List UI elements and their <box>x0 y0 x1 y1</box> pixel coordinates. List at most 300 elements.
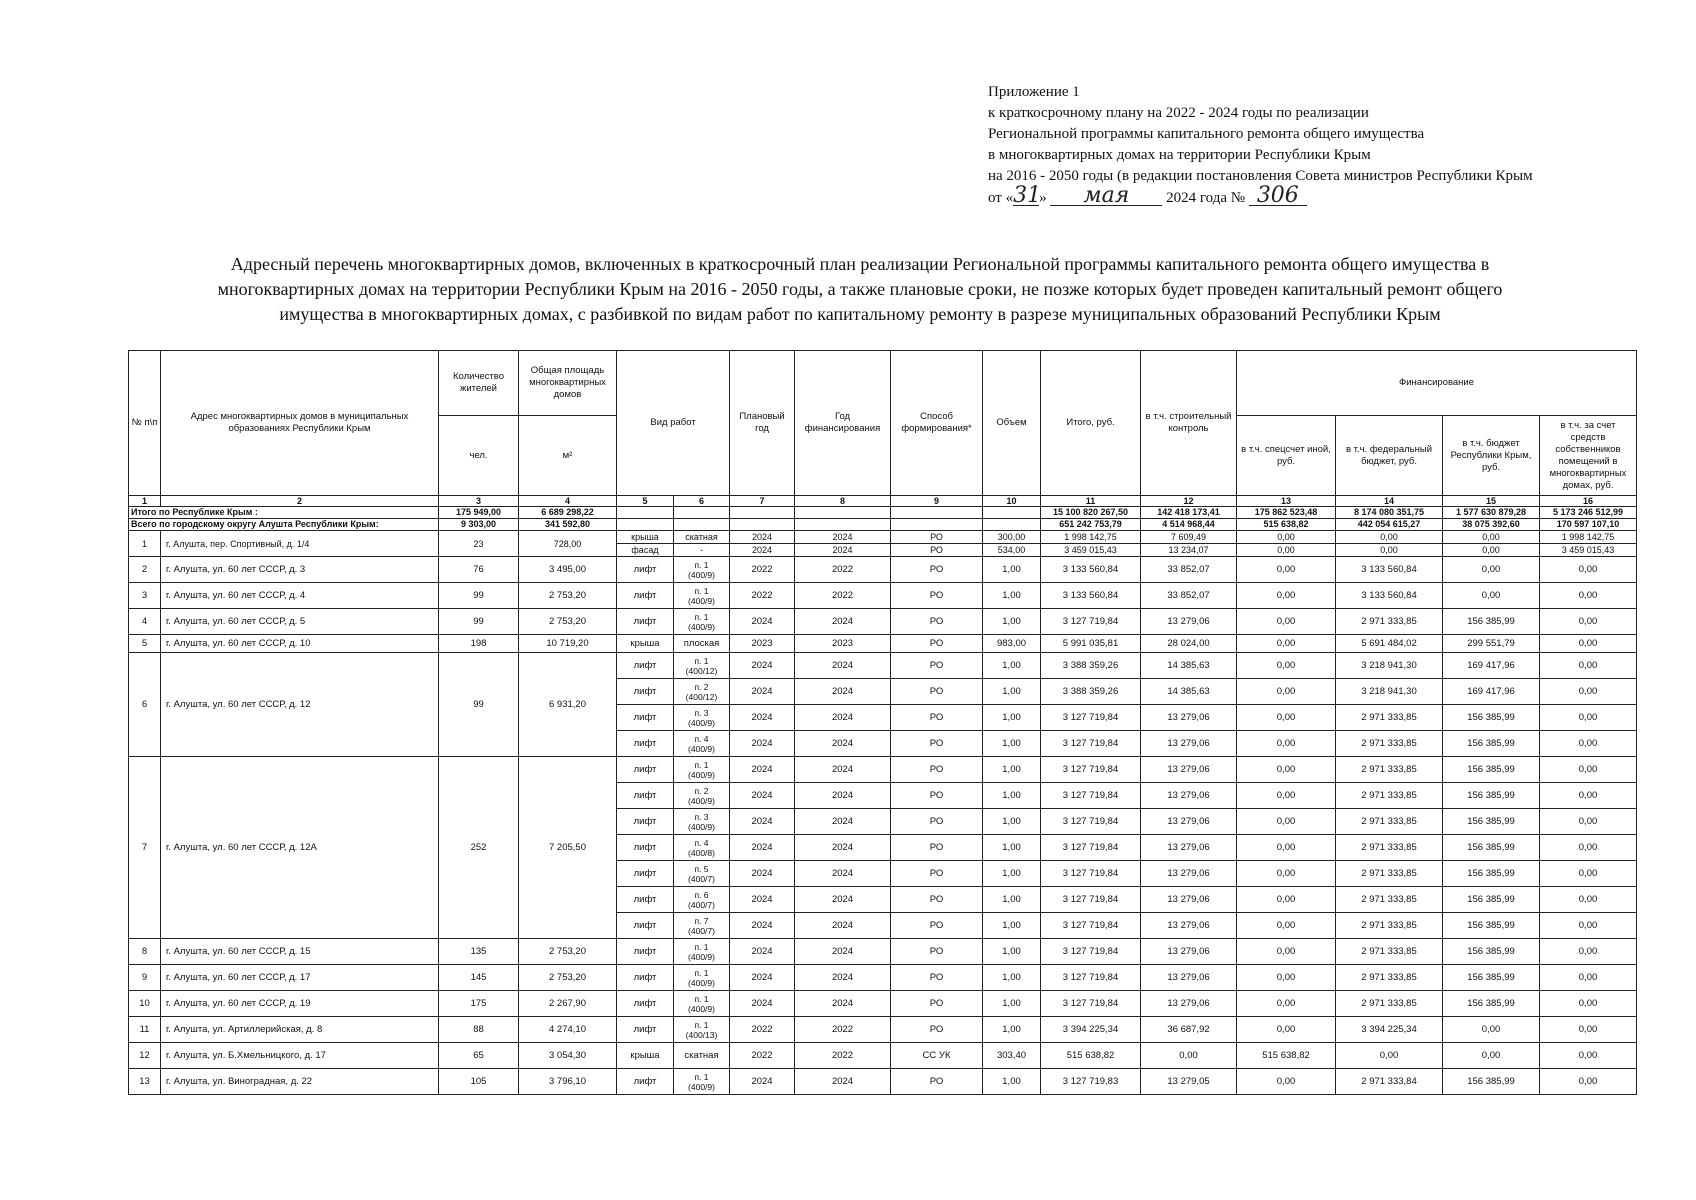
row-budget: 156 385,99 <box>1443 809 1540 835</box>
row-work-detail <box>674 679 730 705</box>
table-row <box>129 1017 1637 1043</box>
row-volume: 1,00 <box>983 705 1041 731</box>
row-control: 13 279,06 <box>1141 913 1237 939</box>
row-volume: 1,00 <box>983 679 1041 705</box>
row-total: 3 127 719,84 <box>1041 609 1141 635</box>
row-method: РО <box>891 557 983 583</box>
table-row <box>129 653 1637 679</box>
header-plan-year: Плановый год <box>730 351 795 496</box>
row-total: 515 638,82 <box>1041 1043 1141 1069</box>
row-fin-year: 2022 <box>795 583 891 609</box>
row-residents: 88 <box>439 1017 519 1043</box>
row-federal: 2 971 333,85 <box>1336 731 1443 757</box>
row-num: 13 <box>129 1069 161 1095</box>
row-fin-year: 2022 <box>795 1017 891 1043</box>
table-row <box>129 531 1637 544</box>
col-number: 5 <box>617 496 674 507</box>
appendix-line: к краткосрочному плану на 2022 - 2024 годы по реализации <box>988 105 1369 121</box>
row-total: 3 127 719,84 <box>1041 887 1141 913</box>
row-work-detail <box>674 809 730 835</box>
title-line: многоквартирных домах на территории Республики Крым на 2016 - 2050 годы, а также плановые сроки, не позже которых будет проведен капитальный ремонт общего <box>217 279 1503 299</box>
row-work-detail <box>674 1017 730 1043</box>
row-work-detail: плоская <box>674 635 730 653</box>
row-owners: 0,00 <box>1540 861 1637 887</box>
row-fin-year: 2024 <box>795 939 891 965</box>
row-volume: 1,00 <box>983 835 1041 861</box>
row-special: 0,00 <box>1237 991 1336 1017</box>
houses-2-4 <box>129 557 1637 635</box>
work-item: п. 1 <box>694 585 709 596</box>
row-owners: 3 459 015,43 <box>1540 544 1637 557</box>
work-item-spec: (400/9) <box>688 821 715 832</box>
row-work-detail <box>674 783 730 809</box>
row-area: 7 205,50 <box>519 757 617 939</box>
row-fin-year: 2024 <box>795 705 891 731</box>
row-special: 0,00 <box>1237 531 1336 544</box>
date-month-handwritten: мая <box>1050 187 1162 206</box>
row-special: 0,00 <box>1237 757 1336 783</box>
header-fin-budget: в т.ч. бюджет Республики Крым, руб. <box>1443 416 1540 496</box>
title-line: имущества в многоквартирных домах, с разбивкой по видам работ по капитальному ремонту в разрезе муниципальных образований Республики Крым <box>279 304 1441 324</box>
houses-8-11 <box>129 939 1637 1043</box>
work-item-spec: (400/9) <box>688 569 715 580</box>
col-number: 8 <box>795 496 891 507</box>
row-control: 13 279,05 <box>1141 1069 1237 1095</box>
row-volume: 1,00 <box>983 757 1041 783</box>
row-work-detail <box>674 731 730 757</box>
row-num: 12 <box>129 1043 161 1069</box>
row-budget: 0,00 <box>1443 1017 1540 1043</box>
row-control: 13 279,06 <box>1141 609 1237 635</box>
appendix-line: Региональной программы капитального ремонта общего имущества <box>988 126 1425 142</box>
row-control: 0,00 <box>1141 1043 1237 1069</box>
work-item-spec: (400/7) <box>688 873 715 884</box>
row-method: СС УК <box>891 1043 983 1069</box>
row-special: 0,00 <box>1237 609 1336 635</box>
row-method: РО <box>891 913 983 939</box>
doc-number-handwritten: 306 <box>1249 187 1307 206</box>
total-owners: 5 173 246 512,99 <box>1540 507 1637 519</box>
row-method: РО <box>891 783 983 809</box>
header-control: в т.ч. строительный контроль <box>1141 351 1237 496</box>
row-special: 0,00 <box>1237 557 1336 583</box>
work-item: п. 1 <box>694 993 709 1004</box>
row-owners: 0,00 <box>1540 731 1637 757</box>
row-plan-year: 2024 <box>730 861 795 887</box>
row-work-detail: скатная <box>674 531 730 544</box>
row-work: лифт <box>617 1017 674 1043</box>
work-item: п. 3 <box>694 707 709 718</box>
row-owners: 0,00 <box>1540 757 1637 783</box>
row-plan-year: 2024 <box>730 835 795 861</box>
work-item: п. 6 <box>694 889 709 900</box>
row-work: крыша <box>617 635 674 653</box>
total-area: 6 689 298,22 <box>519 507 617 519</box>
row-budget: 156 385,99 <box>1443 939 1540 965</box>
row-federal: 2 971 333,85 <box>1336 705 1443 731</box>
row-federal: 2 971 333,85 <box>1336 783 1443 809</box>
row-total: 3 133 560,84 <box>1041 557 1141 583</box>
row-control: 13 279,06 <box>1141 861 1237 887</box>
row-work: лифт <box>617 809 674 835</box>
row-budget: 299 551,79 <box>1443 635 1540 653</box>
row-residents: 99 <box>439 653 519 757</box>
row-work: лифт <box>617 705 674 731</box>
row-work: лифт <box>617 887 674 913</box>
row-control: 13 279,06 <box>1141 835 1237 861</box>
row-total: 3 127 719,84 <box>1041 835 1141 861</box>
district-label: Всего по городскому округу Алушта Республики Крым: <box>129 519 439 531</box>
row-method: РО <box>891 809 983 835</box>
row-fin-year: 2024 <box>795 679 891 705</box>
row-method: РО <box>891 583 983 609</box>
row-control: 13 234,07 <box>1141 544 1237 557</box>
district-area: 341 592,80 <box>519 519 617 531</box>
row-total: 3 127 719,83 <box>1041 1069 1141 1095</box>
row-total: 3 127 719,84 <box>1041 939 1141 965</box>
row-total: 3 394 225,34 <box>1041 1017 1141 1043</box>
row-method: РО <box>891 531 983 544</box>
row-control: 33 852,07 <box>1141 583 1237 609</box>
row-work: фасад <box>617 544 674 557</box>
row-owners: 0,00 <box>1540 1017 1637 1043</box>
work-item-spec: (400/12) <box>685 665 718 676</box>
col-number: 12 <box>1141 496 1237 507</box>
header-method: Способ формирования* <box>891 351 983 496</box>
header-address: Адрес многоквартирных домов в муниципальных образованиях Республики Крым <box>161 351 439 496</box>
work-item: п. 1 <box>694 1019 709 1030</box>
row-total: 3 127 719,84 <box>1041 757 1141 783</box>
row-budget: 0,00 <box>1443 583 1540 609</box>
row-control: 13 279,06 <box>1141 991 1237 1017</box>
row-plan-year: 2024 <box>730 653 795 679</box>
date-prefix: от « <box>988 190 1014 206</box>
row-work: лифт <box>617 913 674 939</box>
work-item-spec: (400/8) <box>688 847 715 858</box>
table-row <box>129 757 1637 783</box>
row-control: 7 609,49 <box>1141 531 1237 544</box>
row-work: лифт <box>617 731 674 757</box>
row-method: РО <box>891 835 983 861</box>
row-method: РО <box>891 731 983 757</box>
row-fin-year: 2022 <box>795 557 891 583</box>
row-owners: 0,00 <box>1540 635 1637 653</box>
row-budget: 0,00 <box>1443 557 1540 583</box>
row-control: 14 385,63 <box>1141 679 1237 705</box>
row-special: 0,00 <box>1237 1069 1336 1095</box>
row-volume: 1,00 <box>983 783 1041 809</box>
row-fin-year: 2024 <box>795 731 891 757</box>
work-item: п. 3 <box>694 811 709 822</box>
row-work-detail <box>674 939 730 965</box>
row-fin-year: 2023 <box>795 635 891 653</box>
row-total: 3 127 719,84 <box>1041 965 1141 991</box>
row-area: 3 495,00 <box>519 557 617 583</box>
row-total: 3 127 719,84 <box>1041 991 1141 1017</box>
row-volume: 1,00 <box>983 1017 1041 1043</box>
row-budget: 0,00 <box>1443 544 1540 557</box>
row-address: г. Алушта, ул. 60 лет СССР, д. 4 <box>161 583 439 609</box>
total-residents: 175 949,00 <box>439 507 519 519</box>
row-special: 0,00 <box>1237 965 1336 991</box>
work-item: п. 4 <box>694 837 709 848</box>
house-12 <box>129 1043 1637 1069</box>
header-fin-federal: в т.ч. федеральный бюджет, руб. <box>1336 416 1443 496</box>
row-work-detail: скатная <box>674 1043 730 1069</box>
col-number: 4 <box>519 496 617 507</box>
row-area: 3 054,30 <box>519 1043 617 1069</box>
table-row <box>129 583 1637 609</box>
total-special: 175 862 523,48 <box>1237 507 1336 519</box>
row-work-detail <box>674 861 730 887</box>
col-number: 1 <box>129 496 161 507</box>
row-control: 13 279,06 <box>1141 731 1237 757</box>
district-owners: 170 597 107,10 <box>1540 519 1637 531</box>
row-budget: 156 385,99 <box>1443 835 1540 861</box>
row-num: 5 <box>129 635 161 653</box>
row-work-detail <box>674 705 730 731</box>
row-area: 4 274,10 <box>519 1017 617 1043</box>
row-method: РО <box>891 939 983 965</box>
row-federal: 3 394 225,34 <box>1336 1017 1443 1043</box>
row-plan-year: 2022 <box>730 1043 795 1069</box>
header-work-type: Вид работ <box>617 351 730 496</box>
row-num: 4 <box>129 609 161 635</box>
row-federal: 2 971 333,85 <box>1336 609 1443 635</box>
row-owners: 0,00 <box>1540 783 1637 809</box>
header-area: Общая площадь многоквартирных домов <box>519 351 617 416</box>
row-volume: 300,00 <box>983 531 1041 544</box>
row-work: лифт <box>617 991 674 1017</box>
col-number: 15 <box>1443 496 1540 507</box>
row-work-detail <box>674 757 730 783</box>
house-6 <box>129 653 1637 757</box>
row-address: г. Алушта, ул. 60 лет СССР, д. 19 <box>161 991 439 1017</box>
row-work-detail <box>674 991 730 1017</box>
row-work: лифт <box>617 609 674 635</box>
row-work: лифт <box>617 1069 674 1095</box>
row-plan-year: 2024 <box>730 757 795 783</box>
row-method: РО <box>891 705 983 731</box>
row-volume: 1,00 <box>983 583 1041 609</box>
row-budget: 169 417,96 <box>1443 653 1540 679</box>
row-control: 13 279,06 <box>1141 757 1237 783</box>
row-residents: 145 <box>439 965 519 991</box>
row-special: 0,00 <box>1237 861 1336 887</box>
row-special: 0,00 <box>1237 635 1336 653</box>
row-num: 8 <box>129 939 161 965</box>
row-budget: 156 385,99 <box>1443 965 1540 991</box>
row-address: г. Алушта, ул. 60 лет СССР, д. 10 <box>161 635 439 653</box>
work-item-spec: (400/13) <box>685 1029 718 1040</box>
district-residents: 9 303,00 <box>439 519 519 531</box>
row-budget: 156 385,99 <box>1443 991 1540 1017</box>
row-plan-year: 2024 <box>730 1069 795 1095</box>
row-federal: 2 971 333,85 <box>1336 887 1443 913</box>
row-method: РО <box>891 635 983 653</box>
row-special: 0,00 <box>1237 544 1336 557</box>
work-item-spec: (400/9) <box>688 717 715 728</box>
row-owners: 0,00 <box>1540 835 1637 861</box>
row-method: РО <box>891 653 983 679</box>
row-fin-year: 2024 <box>795 653 891 679</box>
row-work-detail <box>674 887 730 913</box>
col-number: 9 <box>891 496 983 507</box>
row-federal: 3 133 560,84 <box>1336 583 1443 609</box>
row-residents: 175 <box>439 991 519 1017</box>
row-special: 0,00 <box>1237 835 1336 861</box>
row-volume: 1,00 <box>983 965 1041 991</box>
row-num: 10 <box>129 991 161 1017</box>
row-control: 36 687,92 <box>1141 1017 1237 1043</box>
row-special: 0,00 <box>1237 679 1336 705</box>
work-item: п. 1 <box>694 559 709 570</box>
work-item: п. 2 <box>694 681 709 692</box>
row-residents: 76 <box>439 557 519 583</box>
appendix-line: в многоквартирных домах на территории Республики Крым <box>988 147 1371 163</box>
row-residents: 135 <box>439 939 519 965</box>
row-special: 0,00 <box>1237 783 1336 809</box>
work-item-spec: (400/7) <box>688 925 715 936</box>
row-plan-year: 2024 <box>730 609 795 635</box>
row-num: 1 <box>129 531 161 557</box>
row-budget: 156 385,99 <box>1443 757 1540 783</box>
row-work: крыша <box>617 1043 674 1069</box>
row-fin-year: 2024 <box>795 809 891 835</box>
row-fin-year: 2024 <box>795 887 891 913</box>
row-federal: 2 971 333,85 <box>1336 965 1443 991</box>
row-federal: 5 691 484,02 <box>1336 635 1443 653</box>
row-plan-year: 2024 <box>730 913 795 939</box>
row-special: 0,00 <box>1237 583 1336 609</box>
row-special: 0,00 <box>1237 731 1336 757</box>
work-item: п. 1 <box>694 1071 709 1082</box>
row-owners: 0,00 <box>1540 991 1637 1017</box>
row-volume: 1,00 <box>983 731 1041 757</box>
row-work-detail <box>674 583 730 609</box>
row-work: лифт <box>617 583 674 609</box>
row-num: 11 <box>129 1017 161 1043</box>
row-fin-year: 2024 <box>795 861 891 887</box>
work-item: п. 5 <box>694 863 709 874</box>
table-row <box>129 609 1637 635</box>
appendix-date-line <box>988 183 1533 209</box>
row-method: РО <box>891 861 983 887</box>
row-total: 3 127 719,84 <box>1041 913 1141 939</box>
row-work-detail <box>674 835 730 861</box>
row-fin-year: 2024 <box>795 965 891 991</box>
row-owners: 0,00 <box>1540 939 1637 965</box>
work-item-spec: (400/9) <box>688 951 715 962</box>
row-work: лифт <box>617 557 674 583</box>
row-control: 13 279,06 <box>1141 809 1237 835</box>
col-number: 13 <box>1237 496 1336 507</box>
row-work-detail: - <box>674 544 730 557</box>
row-federal: 2 971 333,85 <box>1336 913 1443 939</box>
row-total: 3 127 719,84 <box>1041 705 1141 731</box>
row-address: г. Алушта, ул. Б.Хмельницкого, д. 17 <box>161 1043 439 1069</box>
row-residents: 99 <box>439 583 519 609</box>
col-number: 2 <box>161 496 439 507</box>
col-number: 7 <box>730 496 795 507</box>
row-volume: 1,00 <box>983 887 1041 913</box>
district-budget: 38 075 392,60 <box>1443 519 1540 531</box>
row-total: 3 127 719,84 <box>1041 809 1141 835</box>
work-item: п. 1 <box>694 967 709 978</box>
row-plan-year: 2024 <box>730 679 795 705</box>
row-address: г. Алушта, ул. 60 лет СССР, д. 12 <box>161 653 439 757</box>
row-method: РО <box>891 757 983 783</box>
row-area: 2 753,20 <box>519 609 617 635</box>
row-fin-year: 2024 <box>795 913 891 939</box>
row-area: 2 267,90 <box>519 991 617 1017</box>
row-plan-year: 2022 <box>730 583 795 609</box>
work-item-spec: (400/9) <box>688 795 715 806</box>
header-fin-year: Год финансирования <box>795 351 891 496</box>
row-total: 3 127 719,84 <box>1041 783 1141 809</box>
work-item-spec: (400/9) <box>688 977 715 988</box>
row-work: лифт <box>617 757 674 783</box>
row-work-detail <box>674 557 730 583</box>
row-work: лифт <box>617 783 674 809</box>
total-label: Итого по Республике Крым : <box>129 507 439 519</box>
row-total: 3 127 719,84 <box>1041 731 1141 757</box>
appendix-line: Приложение 1 <box>988 84 1080 100</box>
header-residents: Количество жителей <box>439 351 519 416</box>
row-total: 1 998 142,75 <box>1041 531 1141 544</box>
row-num: 2 <box>129 557 161 583</box>
work-item-spec: (400/9) <box>688 595 715 606</box>
col-number: 11 <box>1041 496 1141 507</box>
row-work-detail <box>674 609 730 635</box>
row-budget: 156 385,99 <box>1443 731 1540 757</box>
row-fin-year: 2024 <box>795 609 891 635</box>
table-row <box>129 557 1637 583</box>
row-work: лифт <box>617 939 674 965</box>
row-volume: 303,40 <box>983 1043 1041 1069</box>
row-control: 14 385,63 <box>1141 653 1237 679</box>
row-total: 3 388 359,26 <box>1041 679 1141 705</box>
row-federal: 2 971 333,85 <box>1336 939 1443 965</box>
col-number: 3 <box>439 496 519 507</box>
row-plan-year: 2024 <box>730 809 795 835</box>
row-address: г. Алушта, ул. Виноградная, д. 22 <box>161 1069 439 1095</box>
row-address: г. Алушта, ул. 60 лет СССР, д. 12А <box>161 757 439 939</box>
header-fin-special: в т.ч. спецсчет иной, руб. <box>1237 416 1336 496</box>
row-owners: 0,00 <box>1540 557 1637 583</box>
row-plan-year: 2024 <box>730 783 795 809</box>
row-federal: 2 971 333,85 <box>1336 757 1443 783</box>
header-volume: Объем <box>983 351 1041 496</box>
row-fin-year: 2024 <box>795 757 891 783</box>
row-method: РО <box>891 544 983 557</box>
row-address: г. Алушта, ул. 60 лет СССР, д. 15 <box>161 939 439 965</box>
table-row <box>129 1043 1637 1069</box>
row-federal: 2 971 333,85 <box>1336 991 1443 1017</box>
row-owners: 0,00 <box>1540 913 1637 939</box>
row-federal: 2 971 333,85 <box>1336 835 1443 861</box>
row-area: 10 719,20 <box>519 635 617 653</box>
row-volume: 1,00 <box>983 991 1041 1017</box>
row-area: 2 753,20 <box>519 939 617 965</box>
row-volume: 534,00 <box>983 544 1041 557</box>
row-control: 13 279,06 <box>1141 887 1237 913</box>
row-budget: 156 385,99 <box>1443 609 1540 635</box>
title-line: Адресный перечень многоквартирных домов, включенных в краткосрочный план реализации Региональной программы капитального ремонта общего имущества в <box>230 254 1490 274</box>
row-plan-year: 2024 <box>730 939 795 965</box>
row-total: 5 991 035,81 <box>1041 635 1141 653</box>
row-num: 9 <box>129 965 161 991</box>
